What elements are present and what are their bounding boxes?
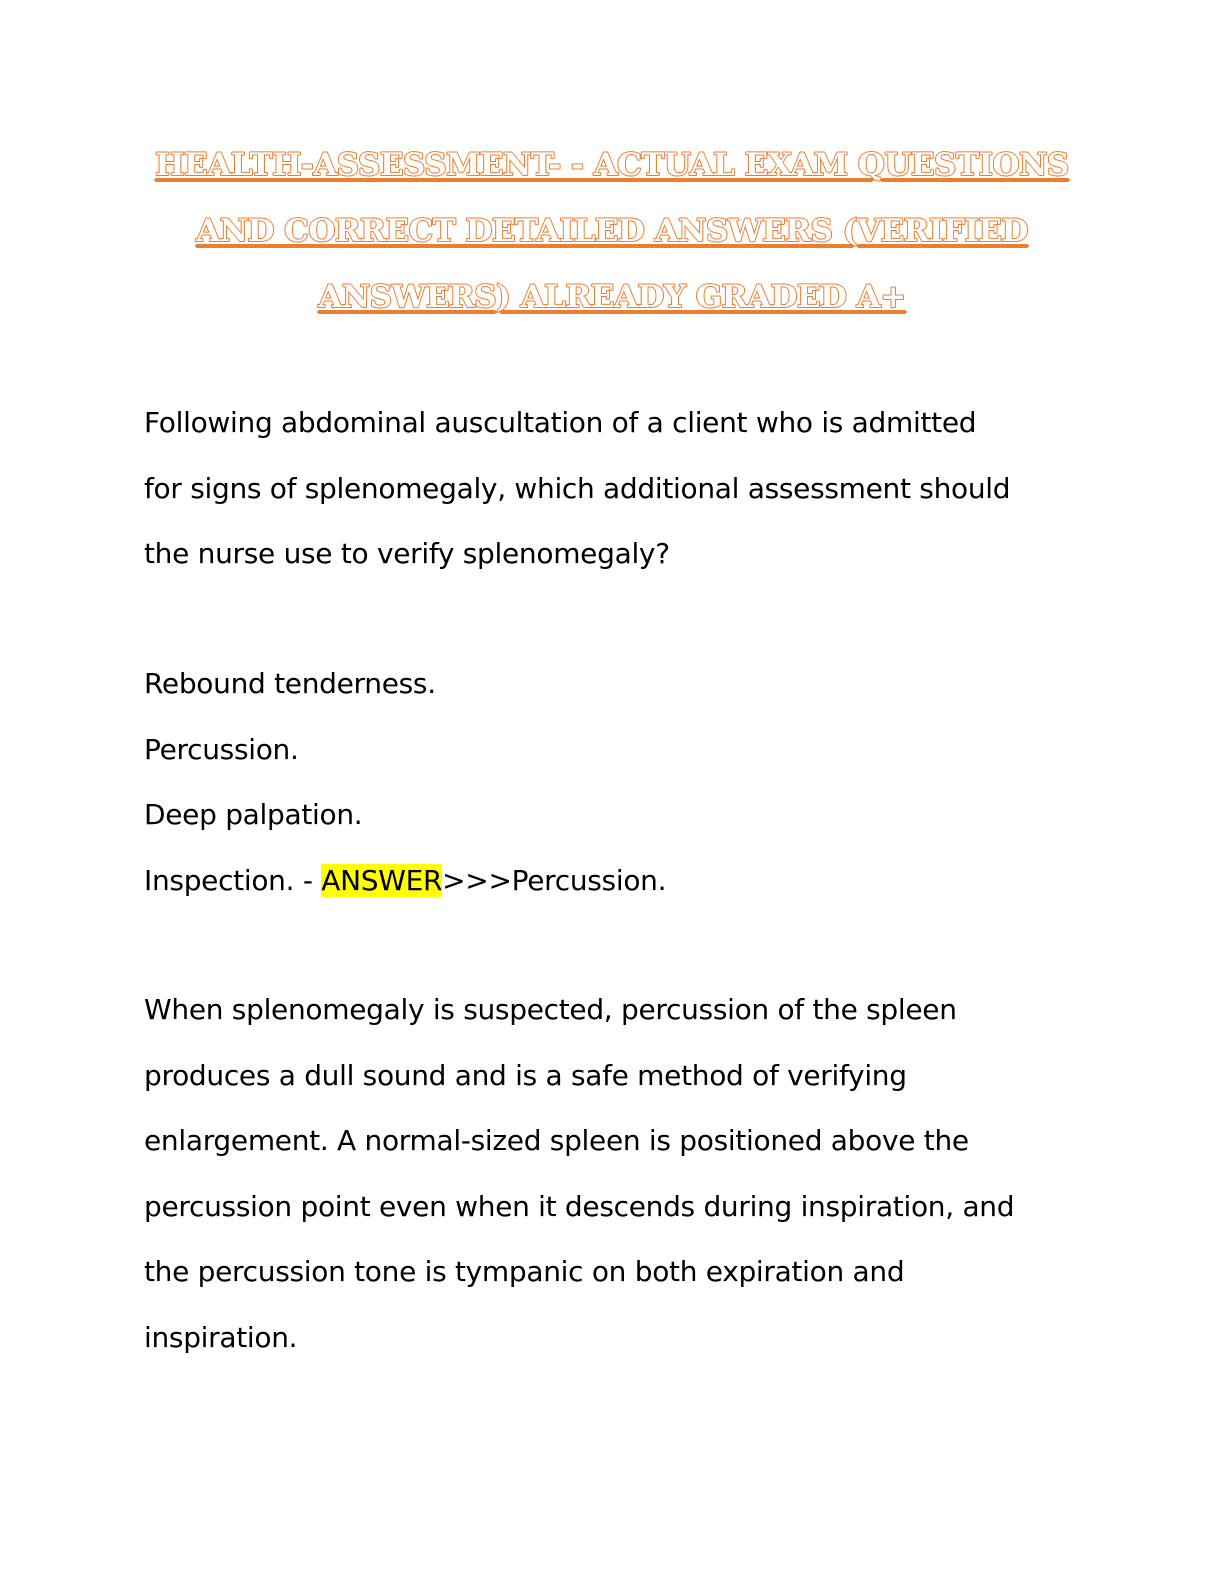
answer-line [144, 848, 666, 914]
explanation-line-5: the percussion tone is tympanic on both expiration and [144, 1255, 905, 1288]
title-line-3: ANSWERS) ALREADY GRADED A+ [318, 279, 906, 315]
explanation-line-4: percussion point even when it descends during inspiration, and [144, 1189, 1015, 1223]
explanation-line-6: inspiration. [144, 1320, 298, 1354]
answer-options [144, 651, 666, 913]
document-title [150, 132, 1074, 330]
answer-label-highlight: ANSWER [321, 863, 443, 897]
answer-explanation [144, 977, 1014, 1370]
question-text [144, 390, 1010, 587]
explanation-line-3: enlargement. A normal-sized spleen is positioned above the [144, 1124, 969, 1157]
question-line-3: the nurse use to verify splenomegaly? [144, 537, 670, 570]
question-line-1: Following abdominal auscultation of a client who is admitted [144, 406, 977, 439]
title-line-2: AND CORRECT DETAILED ANSWERS (VERIFIED [196, 213, 1028, 249]
option-percussion: Percussion. [144, 732, 299, 766]
explanation-line-2: produces a dull sound and is a safe method of verifying [144, 1058, 907, 1092]
explanation-line-1: When splenomegaly is suspected, percussion of the spleen [144, 993, 957, 1026]
correct-answer-text: >>>Percussion. [442, 863, 667, 897]
option-rebound-tenderness: Rebound tenderness. [144, 667, 436, 700]
option-deep-palpation: Deep palpation. [144, 798, 363, 831]
question-line-2: for signs of splenomegaly, which additional assessment should [144, 471, 1011, 505]
option-inspection: Inspection. - [144, 863, 322, 897]
title-line-1: HEALTH-ASSESSMENT- - ACTUAL EXAM QUESTIONS [155, 147, 1069, 183]
